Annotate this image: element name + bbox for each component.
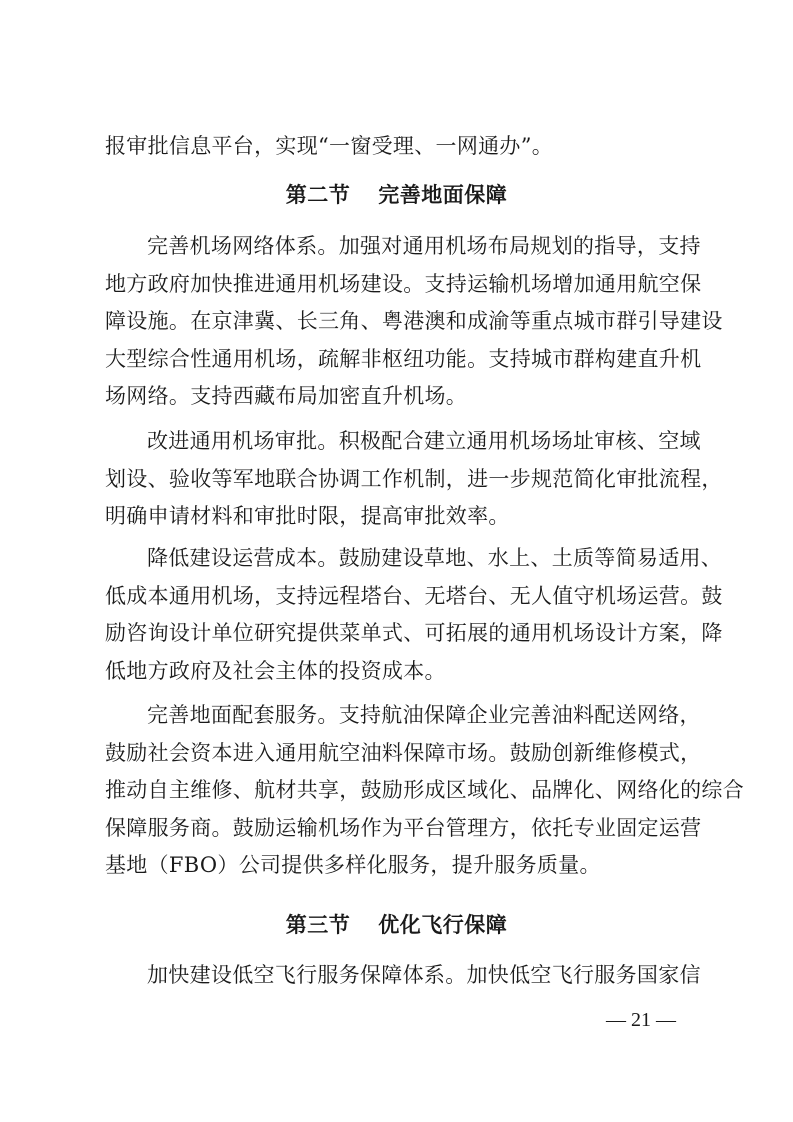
paragraph-reduce-costs [105, 540, 723, 690]
text-line: 报审批信息平台，实现“一窗受理、一网通办”。 [105, 134, 554, 158]
text-line: 保障服务商。鼓励运输机场作为平台管理方，依托专业固定运营 [105, 815, 702, 840]
text-line: 场网络。支持西藏布局加密直升机场。 [105, 384, 468, 409]
text-line: 推动自主维修、航材共享，鼓励形成区域化、品牌化、网络化的综合 [105, 778, 744, 803]
section-heading-3 [0, 910, 793, 940]
text-line: 地方政府加快推进通用机场建设。支持运输机场增加通用航空保 [105, 271, 702, 296]
text-line: 鼓励社会资本进入通用航空油料保障市场。鼓励创新维修模式， [105, 740, 702, 765]
text-line: 障设施。在京津冀、长三角、粤港澳和成渝等重点城市群引导建设 [105, 309, 723, 334]
text-line: 低地方政府及社会主体的投资成本。 [105, 658, 446, 683]
text-line: 降低建设运营成本。鼓励建设草地、水上、土质等简易适用、 [147, 546, 723, 570]
paragraph-airport-approval [105, 423, 723, 536]
page-number: — 21 — [606, 1009, 676, 1031]
text-line: 励咨询设计单位研究提供菜单式、可拓展的通用机场设计方案，降 [105, 621, 723, 646]
text-line: 改进通用机场审批。积极配合建立通用机场场址审核、空域 [147, 429, 701, 453]
paragraph-low-altitude-service [105, 957, 701, 995]
text-line: 完善机场网络体系。加强对通用机场布局规划的指导，支持 [147, 234, 701, 258]
paragraph-ground-services [105, 697, 744, 885]
text-line: 完善地面配套服务。支持航油保障企业完善油料配送网络， [147, 703, 701, 727]
section-number: 第二节 [285, 183, 351, 207]
opening-paragraph [105, 128, 687, 166]
text-line: 大型综合性通用机场，疏解非枢纽功能。支持城市群构建直升机 [105, 346, 702, 371]
paragraph-airport-network [105, 228, 723, 416]
text-line: 明确申请材料和审批时限，提高审批效率。 [105, 504, 510, 529]
section-title: 完善地面保障 [378, 183, 508, 207]
section-heading-2 [0, 180, 793, 210]
section-number: 第三节 [285, 913, 351, 937]
text-line: 加快建设低空飞行服务保障体系。加快低空飞行服务国家信 [147, 963, 701, 987]
text-line: 划设、验收等军地联合协调工作机制，进一步规范简化审批流程， [105, 466, 723, 491]
section-title: 优化飞行保障 [378, 913, 508, 937]
text-line: 基地（FBO）公司提供多样化服务，提升服务质量。 [105, 853, 601, 878]
text-line: 低成本通用机场，支持远程塔台、无塔台、无人值守机场运营。鼓 [105, 583, 723, 608]
